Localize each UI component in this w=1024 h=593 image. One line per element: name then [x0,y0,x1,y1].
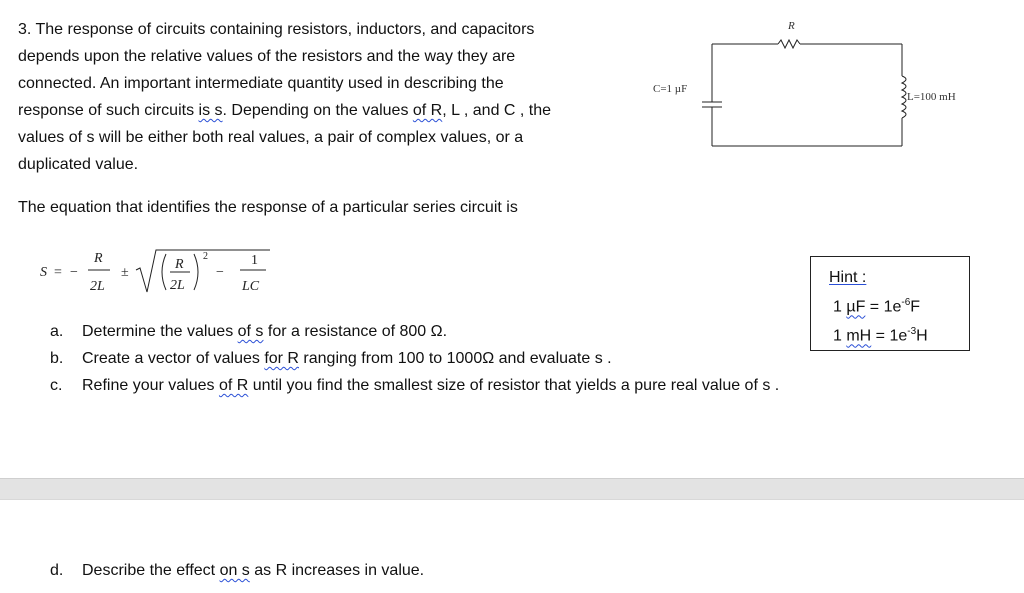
resistor-label: R [788,20,795,32]
formula-equals: = [54,265,62,280]
problem-statement [18,16,633,178]
problem-line: response of such circuits is s. Depending on the values of R, L , and C , the [18,102,552,119]
response-formula [18,240,288,300]
problem-line: connected. An important intermediate quantity used in describing the [18,75,504,92]
spellcheck-underline: is s [198,102,223,119]
formula-minus: − [70,265,78,280]
formula-inner-2l: 2L [170,278,185,293]
problem-line: duplicated value. [18,156,139,173]
resistor-symbol [778,40,800,48]
spellcheck-underline: µF [846,298,866,316]
capacitor-label: C=1 µF [653,83,688,95]
formula-denominator-2l: 2L [90,279,105,294]
inductor-symbol [902,76,906,118]
spellcheck-underline: of s [237,323,264,340]
spellcheck-underline: of R [412,102,443,119]
equation-intro: The equation that identifies the response of a particular series circuit is [18,199,518,216]
spellcheck-underline: mH [846,327,872,345]
problem-line: depends upon the relative values of the resistors and the way they are [18,48,516,65]
task-c: c. Refine your values of R until you find the smallest size of resistor that yields a pure real value of s . [50,377,780,394]
task-a: a. Determine the values of s for a resistance of 800 Ω. [50,323,448,340]
hint-line-uf: 1 $\mu F = 1e^{-6}F$ [833,297,921,316]
formula-svg [18,240,288,300]
formula-lhs: S [40,265,47,280]
task-d: d. Describe the effect on s as R increases in value. [50,562,425,579]
hint-line-mh: 1 mH = $1e^{-3}H$ [833,326,928,345]
formula-exponent: 2 [203,251,208,262]
spellcheck-underline: of R [218,377,249,394]
formula-numerator-r: R [94,251,103,266]
problem-line: values of s will be either both real values, a pair of complex values, or a [18,129,524,146]
hint-title: Hint : [829,269,867,286]
paren-right [194,254,198,290]
problem-number: 3. [18,21,32,38]
task-b: b. Create a vector of values for R ranging from 100 to 1000Ω and evaluate s . [50,350,612,367]
spellcheck-underline: for R [264,350,299,367]
formula-inner-r: R [175,257,184,272]
paren-left [162,254,166,290]
formula-minus-2: − [216,265,224,280]
inductor-label: L=100 mH [907,91,956,103]
problem-line: 3. The response of circuits containing resistors, inductors, and capacitors [18,21,535,38]
rlc-circuit-diagram [640,14,1000,164]
formula-lc: LC [242,279,260,294]
section-divider [0,478,1024,500]
formula-plus-minus: ± [121,265,129,280]
formula-one: 1 [251,253,258,268]
spellcheck-underline: on s [219,562,250,579]
hint-box [810,256,970,351]
task-list [50,318,779,399]
